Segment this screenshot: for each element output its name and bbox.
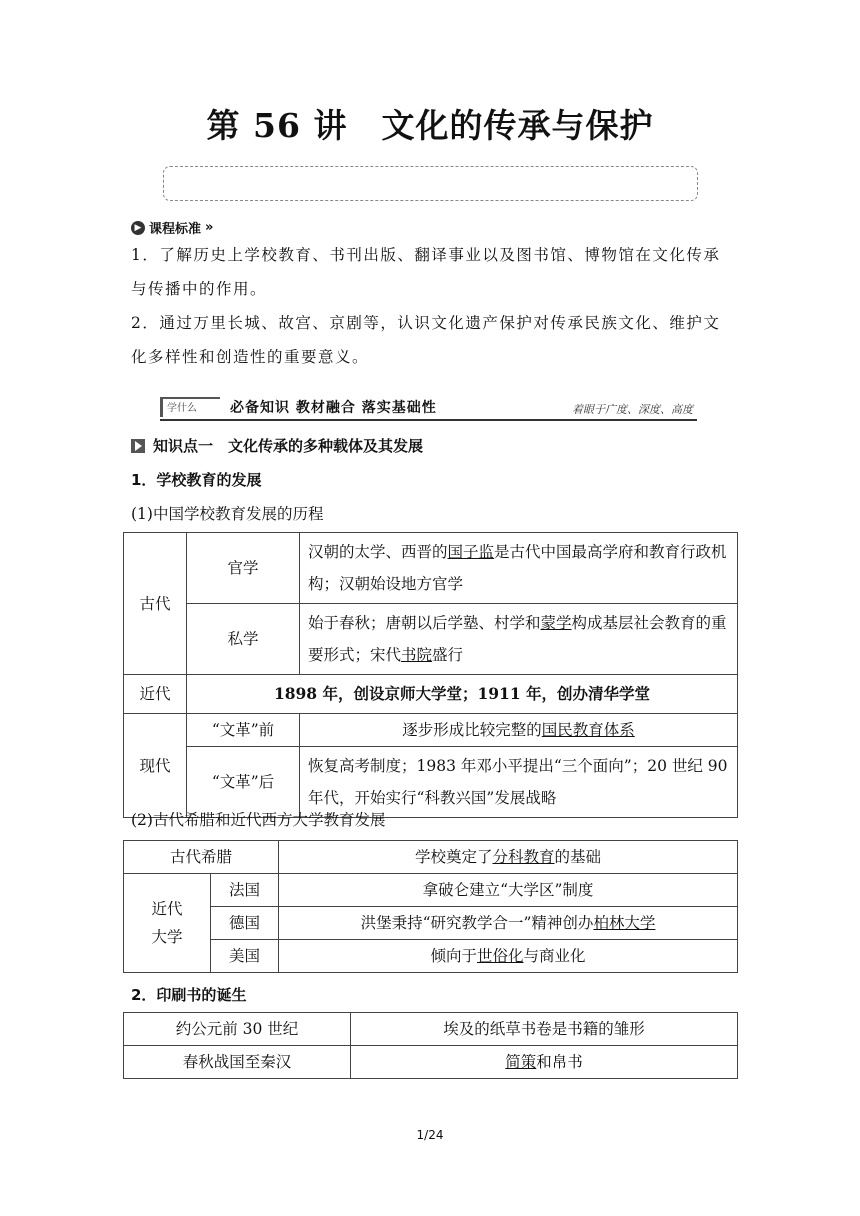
heading-school-education: 1．学校教育的发展 [131, 471, 262, 489]
subheading-china: (1)中国学校教育发展的历程 [131, 505, 324, 523]
cell-private: 私学 [187, 604, 300, 675]
cell-usa-desc: 倾向于世俗化与商业化 [279, 940, 738, 973]
cell-modern-near: 近代 [124, 675, 187, 714]
heading-printing: 2．印刷书的诞生 [131, 986, 247, 1004]
cell-modern-near-desc: 1898 年，创设京师大学堂；1911 年，创办清华学堂 [187, 675, 738, 714]
cell-modern-univ: 近代大学 [124, 874, 211, 973]
cell-after-cr: “文革”后 [187, 747, 300, 818]
play-icon: ▶ [131, 221, 145, 235]
section-banner [160, 397, 697, 421]
cell-germany-desc: 洪堡秉持“研究教学合一”精神创办柏林大学 [279, 907, 738, 940]
table-west-education [123, 840, 738, 973]
cell-usa: 美国 [211, 940, 279, 973]
banner-logo: 学什么 [160, 397, 220, 417]
cell-france: 法国 [211, 874, 279, 907]
cell-official-desc: 汉朝的太学、西晋的国子监是古代中国最高学府和教育行政机构；汉朝始设地方官学 [300, 533, 738, 604]
cell-after-desc: 恢复高考制度；1983 年邓小平提出“三个面向”；20 世纪 90 年代，开始实行“科教兴国”发展战略 [300, 747, 738, 818]
double-chevron-icon: » [205, 220, 214, 235]
cell-greece: 古代希腊 [124, 841, 279, 874]
cell-r2-desc: 简策和帛书 [351, 1046, 738, 1079]
table-printing [123, 1012, 738, 1079]
badge-label: 课程标准 [149, 222, 202, 237]
cell-ancient: 古代 [124, 533, 187, 675]
knowledge-point-heading [131, 435, 423, 456]
course-standard-badge [131, 218, 213, 237]
cell-france-desc: 拿破仑建立“大学区”制度 [279, 874, 738, 907]
cell-modern: 现代 [124, 714, 187, 818]
standard-2: 2．通过万里长城、故宫、京剧等，认识文化遗产保护对传承民族文化、维护文化多样性和创造性的重要意义。 [131, 314, 721, 366]
cell-r2-time: 春秋战国至秦汉 [124, 1046, 351, 1079]
banner-heading: 必备知识 教材融合 落实基础性 [230, 400, 437, 416]
cell-r1-time: 约公元前 30 世纪 [124, 1013, 351, 1046]
page-number: 1/24 [416, 1128, 444, 1142]
dashed-box [163, 166, 698, 201]
cell-private-desc: 始于春秋；唐朝以后学塾、村学和蒙学构成基层社会教育的重要形式；宋代书院盛行 [300, 604, 738, 675]
knowledge-point-label: 知识点一 文化传承的多种载体及其发展 [153, 437, 424, 455]
standard-1: 1．了解历史上学校教育、书刊出版、翻译事业以及图书馆、博物馆在文化传承与传播中的作用。 [131, 246, 721, 298]
table-china-education [123, 532, 738, 818]
banner-tagline: 着眼于广度、深度、高度 [572, 403, 693, 416]
cell-germany: 德国 [211, 907, 279, 940]
cell-official: 官学 [187, 533, 300, 604]
cell-greece-desc: 学校奠定了分科教育的基础 [279, 841, 738, 874]
page-title: 第 56 讲 文化的传承与保护 [206, 106, 654, 145]
cell-before-cr: “文革”前 [187, 714, 300, 747]
subheading-west: (2)古代希腊和近代西方大学教育发展 [131, 811, 386, 829]
cell-r1-desc: 埃及的纸草书卷是书籍的雏形 [351, 1013, 738, 1046]
cell-before-desc: 逐步形成比较完整的国民教育体系 [300, 714, 738, 747]
triangle-icon [131, 439, 145, 453]
